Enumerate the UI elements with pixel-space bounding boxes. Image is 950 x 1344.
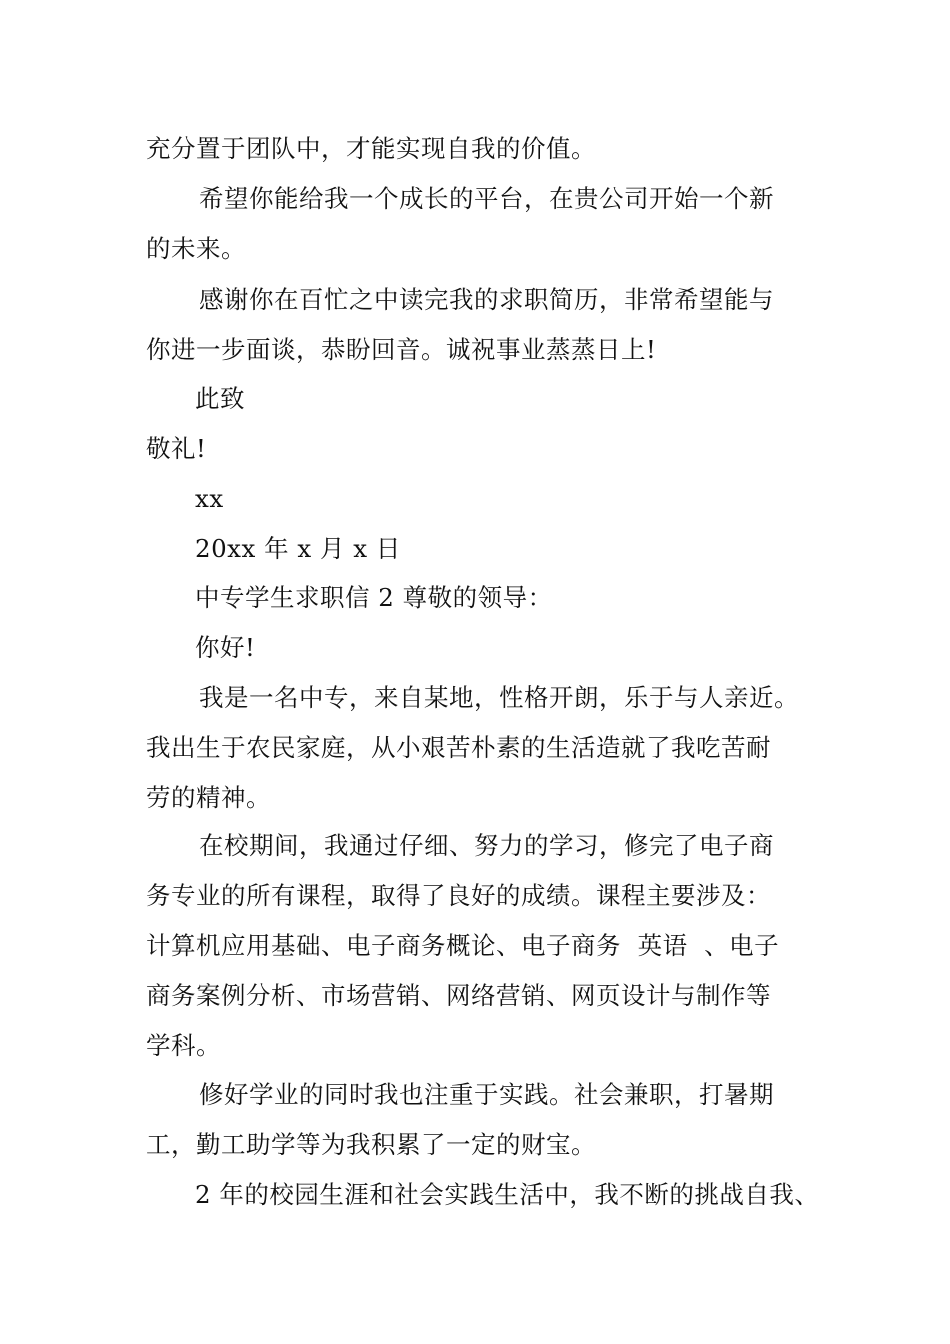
signature-date: 20xx 年 x 月 x 日 bbox=[195, 534, 401, 563]
section-heading: 中专学生求职信 2 尊敬的领导： bbox=[195, 583, 553, 612]
greeting: 你好! bbox=[195, 633, 256, 662]
text-line: 充分置于团队中，才能实现自我的价值。 bbox=[146, 134, 596, 163]
text-line: 的未来。 bbox=[146, 234, 246, 263]
text-line: 你进一步面谈，恭盼回音。诚祝事业蒸蒸日上! bbox=[146, 335, 657, 364]
text-line: 商务案例分析、市场营销、网络营销、网页设计与制作等 bbox=[146, 981, 771, 1010]
text-line: 希望你能给我一个成长的平台，在贵公司开始一个新 bbox=[199, 184, 774, 213]
text-line: 劳的精神。 bbox=[146, 783, 271, 812]
text-line: 工，勤工助学等为我积累了一定的财宝。 bbox=[146, 1130, 596, 1159]
text-line: 修好学业的同时我也注重于实践。社会兼职，打暑期 bbox=[199, 1080, 774, 1109]
text-line: 在校期间，我通过仔细、努力的学习，修完了电子商 bbox=[199, 831, 774, 860]
text-line: 学科。 bbox=[146, 1031, 221, 1060]
text-line: 计算机应用基础、电子商务概论、电子商务 英语 、电子 bbox=[146, 931, 780, 960]
text-line: 感谢你在百忙之中读完我的求职简历，非常希望能与 bbox=[199, 285, 774, 314]
text-line: 2 年的校园生涯和社会实践生活中，我不断的挑战自我、 bbox=[195, 1180, 820, 1209]
closing-salutation: 此致 bbox=[195, 384, 245, 413]
text-line: 务专业的所有课程，取得了良好的成绩。课程主要涉及： bbox=[146, 881, 771, 910]
text-line: 我是一名中专，来自某地，性格开朗，乐于与人亲近。 bbox=[199, 683, 799, 712]
text-line: 我出生于农民家庭，从小艰苦朴素的生活造就了我吃苦耐 bbox=[146, 733, 771, 762]
signature-name: xx bbox=[195, 484, 224, 513]
closing-regards: 敬礼! bbox=[146, 434, 207, 463]
